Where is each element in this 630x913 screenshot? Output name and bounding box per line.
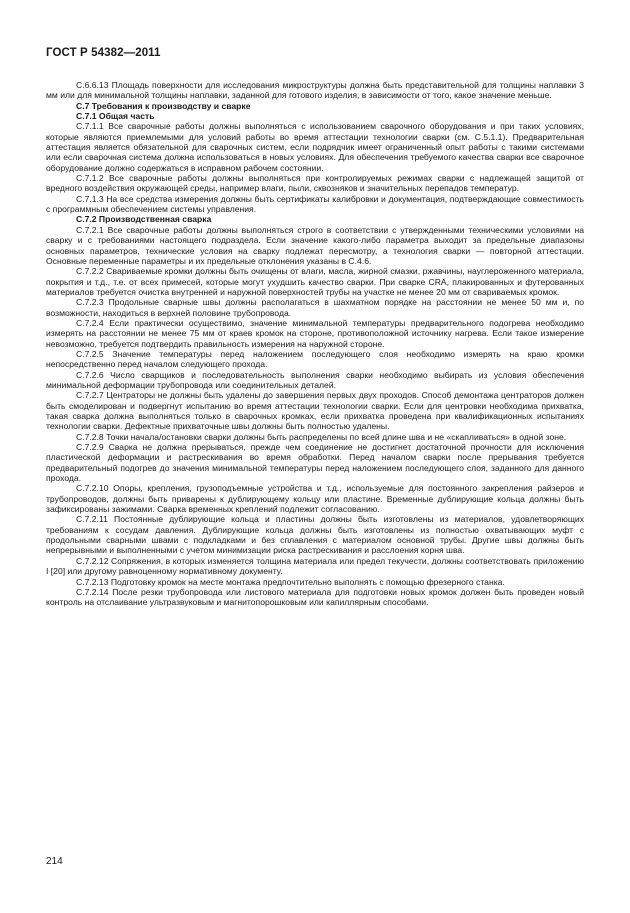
paragraph: C.7.2.2 Свариваемые кромки должны быть очищены от влаги, масла, жирной смазки, ржавчины, науглероженного материала, покрытия и т.д., т.е. от всех примесей, которые могут ухудшить качество сварки. При сварке CRA, плакированных и футерованных материалов требуется очистка внутренней и наружной поверхностей трубы на участке не менее 20 мм от свариваемых кромок.	[46, 266, 584, 297]
paragraph: C.7.1.3 На все средства измерения должны быть сертификаты калибровки и документация, подтверждающие совместимость с программным обеспечением системы управления.	[46, 193, 584, 215]
paragraph: C.7.2.6 Число сварщиков и последовательность выполнения сварки необходимо выбирать из условия обеспечения минимальной деформации трубопровода или соединительных деталей.	[46, 369, 584, 390]
paragraph: C.7.2.9 Сварка не должна прерываться, прежде чем соединение не достигнет достаточной прочности для исключения пластической деформации и растрескивания во время обработки. Перед началом сварки после прерывания требуется предварительный подогрев до значения минимальной температуры перед наложением последующего слоя, заданного для данного прохода.	[46, 442, 584, 484]
paragraph: C.7.2.8 Точки начала/остановки сварки должны быть распределены по всей длине шва и не «скапливаться» в одной зоне.	[76, 431, 567, 442]
paragraph: C.6.6.13 Площадь поверхности для исследования микроструктуры должна быть представительной для толщины наплавки 3 мм или для минимальной толщины наплавки, заданной для готового изделия, в зависимости от того, какое значение меньше.	[46, 80, 584, 101]
paragraph: C.7.1.2 Все сварочные работы должны выполняться при контролируемых режимах сварки с надлежащей защитой от вредного воздействия окружающей среды, например влаги, пыли, сквозняков и значительных перепадов температур.	[46, 173, 584, 194]
section-heading: C.7.1 Общая часть	[76, 111, 155, 122]
paragraph: C.7.2.13 Подготовку кромок на месте монтажа предпочтительно выполнять с помощью фрезерного станка.	[76, 576, 505, 587]
paragraph: C.7.2.3 Продольные сварные швы должны располагаться в шахматном порядке на расстоянии не менее 50 мм и, по возможности, находиться в верхней половине трубопровода.	[46, 297, 584, 318]
paragraph: C.7.2.5 Значение температуры перед наложением последующего слоя необходимо измерять на краю кромки непосредственно перед началом следующего прохода.	[46, 348, 584, 370]
section-heading: C.7 Требования к производству и сварке	[76, 100, 251, 111]
paragraph: C.7.2.4 Если практически осуществимо, значение минимальной температуры предварительного подогрева необходимо измерять на расстоянии не менее 75 мм от краев кромок на стороне, противоположной источнику нагрева. Если такое измерение невозможно, требуется подтвердить правильность измерения на наружной стороне.	[46, 317, 584, 349]
document-header: ГОСТ Р 54382—2011	[46, 47, 161, 59]
paragraph: C.7.2.14 После резки трубопровода или листового материала для подготовки новых кромок должен быть проведен новый контроль на отслаивание ультразвуковым и магнитопорошковым или капиллярным способами.	[46, 586, 584, 608]
paragraph: C.7.2.11 Постоянные дублирующие кольца и пластины должны быть изготовлены из материалов, удовлетворяющих требованиям к сосудам давления. Дублирующие кольца должны быть изготовлены из полностью охватывающих муфт с продольными сварными швами с подкладками и без сплавления с материалом основной трубы. Другие швы должны быть непрерывными и выполненными с учетом минимизации риска растрескивания и расслоения корня шва.	[46, 514, 584, 556]
paragraph: C.7.2.7 Центраторы не должны быть удалены до завершения первых двух проходов. Способ демонтажа центраторов должен быть смоделирован и подвергнут испытанию во время аттестации технологии сварки. Если для центровки необходима прихватка, такая сварка должна выполняться только в сварочных кромках, если прихватка проведена при квалификационных испытаниях технологии сварки. Дефектные прихваточные швы должны быть полностью удалены.	[46, 390, 584, 432]
document-body	[46, 80, 584, 608]
paragraph: C.7.2.1 Все сварочные работы должны выполняться строго в соответствии с утвержденными техническими условиями на сварку и с требованиями настоящего подраздела. Если значение какого-либо параметра выходит за предельные диапазоны основных параметров, технические условия на сварку подлежат пересмотру, а технология сварки — повторной аттестации. Основные переменные параметры и их предельные отклонения указаны в C.4.6.	[46, 224, 584, 266]
paragraph: C.7.2.12 Сопряжения, в которых изменяется толщина материала или предел текучести, должны соответствовать приложению I [20] или другому равноценному нормативному документу.	[46, 555, 584, 577]
section-heading: C.7.2 Производственная сварка	[76, 214, 212, 225]
page-number: 214	[46, 856, 63, 867]
paragraph: C.7.2.10 Опоры, крепления, грузоподъемные устройства и т.д., используемые для постоянного закрепления райзеров и трубопроводов, должны быть приварены к дублирующему кольцу или пластине. Временные дублирующие кольца должны быть зафиксированы зажимами. Сварка временных креплений подлежит согласованию.	[46, 483, 584, 515]
paragraph: C.7.1.1 Все сварочные работы должны выполняться с использованием сварочного оборудования и при таких условиях, которые являются приемлемыми для условий работы во время аттестации технологии сварки (см. C.5.1.1). Предварительная аттестация является обязательной для сварочных систем, если подрядчик имеет ограниченный опыт работы с такими системами или если сварочная система должна использоваться в новых условиях. Для обеспечения требуемого качества сварки все сварочное оборудование должно содержаться в исправном рабочем состоянии.	[46, 121, 584, 173]
